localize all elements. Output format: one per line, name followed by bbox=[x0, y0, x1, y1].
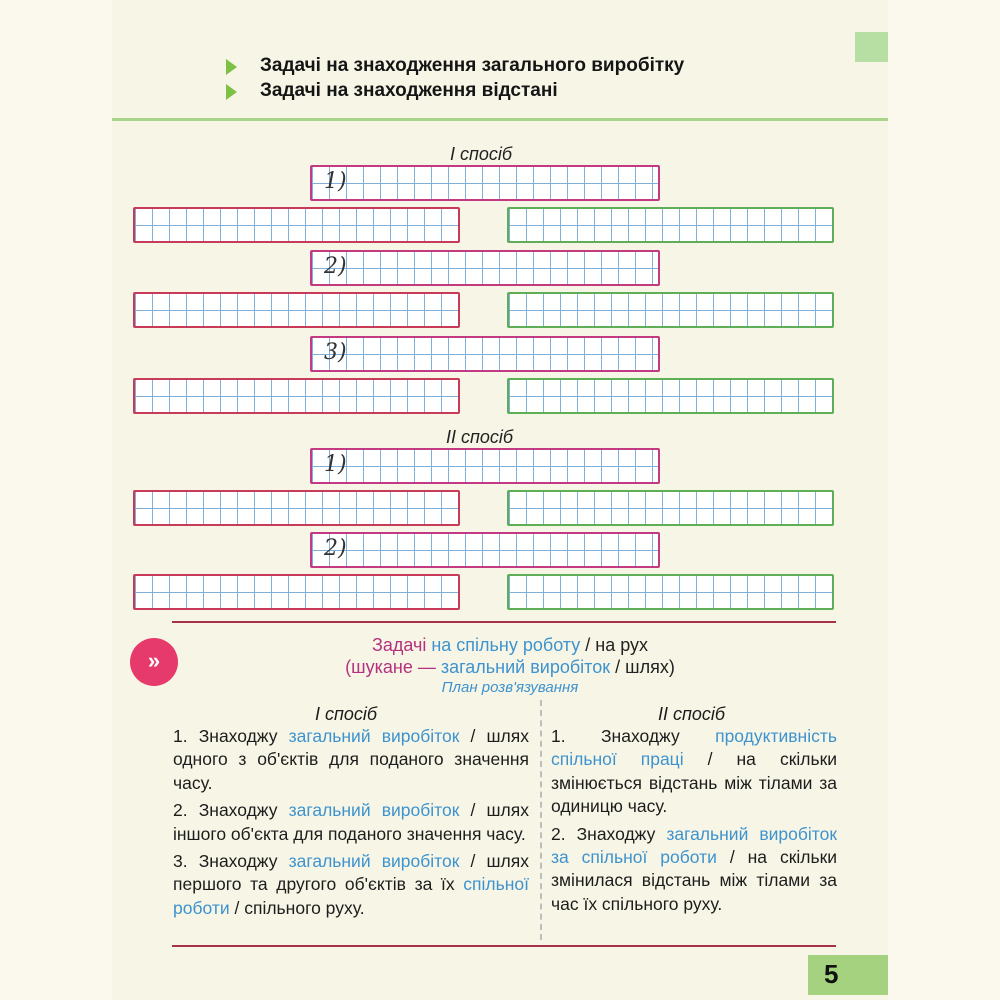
answer-grid-step-1[interactable] bbox=[310, 165, 660, 201]
plan-step: 1. Знаходжу загальний виробіток / шлях одного з об'єктів для поданого значення часу. bbox=[173, 726, 529, 793]
step-label: 2) bbox=[324, 254, 347, 279]
summary-subtitle-part: загальний виробіток bbox=[440, 657, 611, 677]
method-2-steps bbox=[551, 725, 837, 920]
step-label: 3) bbox=[324, 340, 347, 365]
answer-grid-right[interactable] bbox=[507, 292, 834, 328]
step-label: 2) bbox=[324, 536, 347, 561]
summary-subtitle-part: / bbox=[610, 657, 626, 677]
method-1-title: I спосіб bbox=[450, 144, 513, 164]
answer-grid-step-3[interactable] bbox=[310, 336, 660, 372]
answer-grid-left[interactable] bbox=[133, 574, 460, 610]
plan-step: 2. Знаходжу загальний виробіток за спільної роботи / на скільки змінилася відстань між тілами за час їх спільного руху. bbox=[551, 823, 838, 914]
bullet-icon bbox=[226, 84, 237, 100]
page-number-tab bbox=[808, 955, 888, 995]
answer-grid-step-2[interactable] bbox=[310, 250, 660, 286]
header-corner-strip bbox=[855, 32, 888, 62]
double-chevron-right-icon: » bbox=[130, 638, 178, 686]
answer-grid-right[interactable] bbox=[507, 574, 834, 610]
summary-title-part: на рух bbox=[595, 635, 649, 655]
step-label: 1) bbox=[324, 452, 347, 477]
answer-grid-left[interactable] bbox=[133, 378, 460, 414]
plan-title: План розв'язування bbox=[441, 679, 579, 696]
answer-grid-left[interactable] bbox=[133, 490, 460, 526]
summary-title-part: / bbox=[580, 635, 596, 655]
answer-grid-left[interactable] bbox=[133, 207, 460, 243]
summary-title-part: на спільну роботу bbox=[431, 635, 581, 655]
summary-subtitle-part: (шукане — bbox=[345, 657, 441, 677]
col-2-title: II спосіб bbox=[658, 704, 726, 724]
answer-grid-left[interactable] bbox=[133, 292, 460, 328]
bullet-icon bbox=[226, 59, 237, 75]
answer-grid-step-2[interactable] bbox=[310, 532, 660, 568]
col-1-title: I спосіб bbox=[315, 704, 378, 724]
summary-top-rule bbox=[172, 621, 836, 623]
method-1-steps bbox=[173, 725, 529, 924]
method-2-title: II спосіб bbox=[446, 427, 514, 447]
answer-grid-right[interactable] bbox=[507, 207, 834, 243]
summary-subtitle-part: шлях) bbox=[625, 657, 675, 677]
summary-bottom-rule bbox=[172, 945, 836, 947]
summary-title bbox=[180, 635, 840, 656]
column-divider bbox=[540, 700, 542, 940]
page-number: 5 bbox=[824, 959, 839, 989]
header-divider bbox=[112, 118, 888, 121]
plan-step: 3. Знаходжу загальний виробіток / шлях першого та другого об'єктів за їх спільної роботи / спільного руху. bbox=[173, 851, 529, 918]
summary-title-part: Задачі bbox=[371, 635, 432, 655]
step-label: 1) bbox=[324, 169, 347, 194]
heading-total-output: Задачі на знаходження загального виробітку bbox=[260, 55, 685, 76]
plan-step: 2. Знаходжу загальний виробіток / шлях іншого об'єкта для поданого значення часу. bbox=[173, 800, 529, 844]
plan-step: 1. Знаходжу продуктивність спільної праці / на скільки змінюється відстань між тілами за одиницю часу. bbox=[551, 726, 837, 817]
answer-grid-step-1[interactable] bbox=[310, 448, 660, 484]
heading-distance: Задачі на знаходження відстані bbox=[260, 80, 558, 101]
answer-grid-right[interactable] bbox=[507, 378, 834, 414]
answer-grid-right[interactable] bbox=[507, 490, 834, 526]
summary-subtitle bbox=[180, 657, 840, 678]
